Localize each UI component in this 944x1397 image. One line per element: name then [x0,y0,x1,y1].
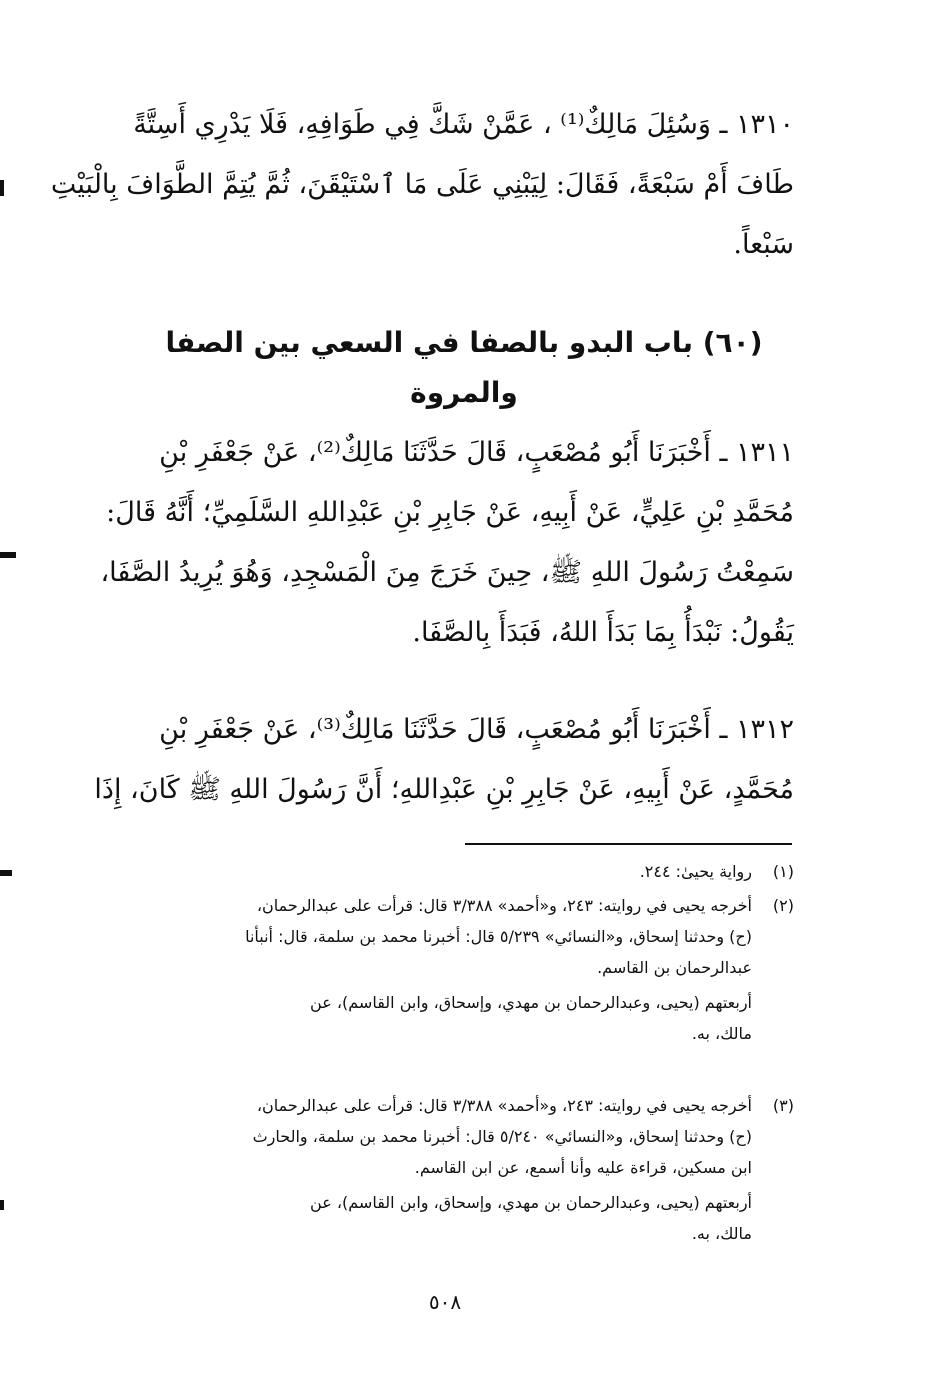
text-line: مُحَمَّدٍ، عَنْ أَبِيهِ، عَنْ جَابِرِ بْنِ عَبْدِاللهِ؛ أَنَّ رَسُولَ اللهِ ﷺ كَانَ، إِذَا [94,774,794,805]
text-line: ١٣١١ ـ أَخْبَرَنَا أَبُو مُصْعَبٍ، قَالَ حَدَّثَنَا مَالِكٌ⁽²⁾، عَنْ جَعْفَرِ بْنِ [159,437,794,468]
hadith-1311 [100,423,794,663]
text-line: يَقُولُ: نَبْدَأُ بِمَا بَدَأَ اللهُ، فَبَدَأَ بِالصَّفَا. [412,617,794,648]
footnote-line: أربعتهم (يحيى، وعبدالرحمان بن مهدي، وإسحاق، وابن القاسم)، عن [310,993,752,1012]
footnote-line: مالك، به. [691,1224,752,1243]
footnote-line: عبدالرحمان بن القاسم. [597,958,752,977]
scan-mark [0,1200,4,1210]
footnote-line: (ح) وحدثنا إسحاق، و«النسائي» ٥/٢٤٠ قال: أخبرنا محمد بن سلمة، والحارث [252,1127,752,1146]
footnote-line: أربعتهم (يحيى، وعبدالرحمان بن مهدي، وإسحاق، وابن القاسم)، عن [310,1193,752,1212]
footnote-divider [465,843,792,845]
footnote-number: (١) [772,862,794,881]
footnote-line: أخرجه يحيى في روايته: ٢٤٣، و«أحمد» ٣/٣٨٨ قال: قرأت على عبدالرحمان، [256,1096,752,1115]
text-line: ١٣١٠ ـ وَسُئِلَ مَالِكٌ⁽¹⁾ ، عَمَّنْ شَكَّ فِي طَوَافِهِ، فَلَا يَدْرِي أَسِتَّةً [133,109,794,140]
chapter-heading: (٦٠) باب البدو بالصفا في السعي بين الصفا والمروة [165,326,763,409]
footnote-line: (ح) وحدثنا إسحاق، و«النسائي» ٥/٢٣٩ قال: أخبرنا محمد بن سلمة، قال: أنبأنا [245,927,752,946]
hadith-1312 [94,700,794,820]
footnote-line: ابن مسكين، قراءة عليه وأنا أسمع، عن ابن القاسم. [414,1158,752,1177]
hadith-1310 [50,95,794,275]
text-line: ١٣١٢ ـ أَخْبَرَنَا أَبُو مُصْعَبٍ، قَالَ حَدَّثَنَا مَالِكٌ⁽³⁾، عَنْ جَعْفَرِ بْنِ [159,714,794,745]
scan-mark [0,180,4,196]
footnote-number: (٣) [772,1096,794,1115]
footnote-3 [134,1090,794,1249]
text-line: سَمِعْتُ رَسُولَ اللهِ ﷺ، حِينَ خَرَجَ مِنَ الْمَسْجِدِ، وَهُوَ يُرِيدُ الصَّفَا، [100,557,794,588]
footnote-2 [134,890,794,1049]
text-line: طَافَ أَمْ سَبْعَةً، فَقَالَ: لِيَبْنِي عَلَى مَا ٱسْتَيْقَنَ، ثُمَّ يُتِمَّ الطَّوَافَ بِالْبَيْتِ [50,169,794,200]
footnote-line: أخرجه يحيى في روايته: ٢٤٣، و«أحمد» ٣/٣٨٨ قال: قرأت على عبدالرحمان، [256,896,752,915]
scan-mark [0,552,16,558]
footnote-line: مالك، به. [691,1024,752,1043]
text-line: سَبْعاً. [733,229,794,260]
text-line: مُحَمَّدِ بْنِ عَلِيٍّ، عَنْ أَبِيهِ، عَنْ جَابِرِ بْنِ عَبْدِاللهِ السَّلَمِيِّ؛ أَنَّهُ قَالَ: [106,497,794,528]
footnote-1 [134,856,794,887]
footnote-line: رواية يحيىٰ: ٢٤٤. [639,862,752,881]
footnote-number: (٢) [772,896,794,915]
scan-mark [0,870,12,876]
page-number: ٥٠٨ [428,1290,462,1314]
